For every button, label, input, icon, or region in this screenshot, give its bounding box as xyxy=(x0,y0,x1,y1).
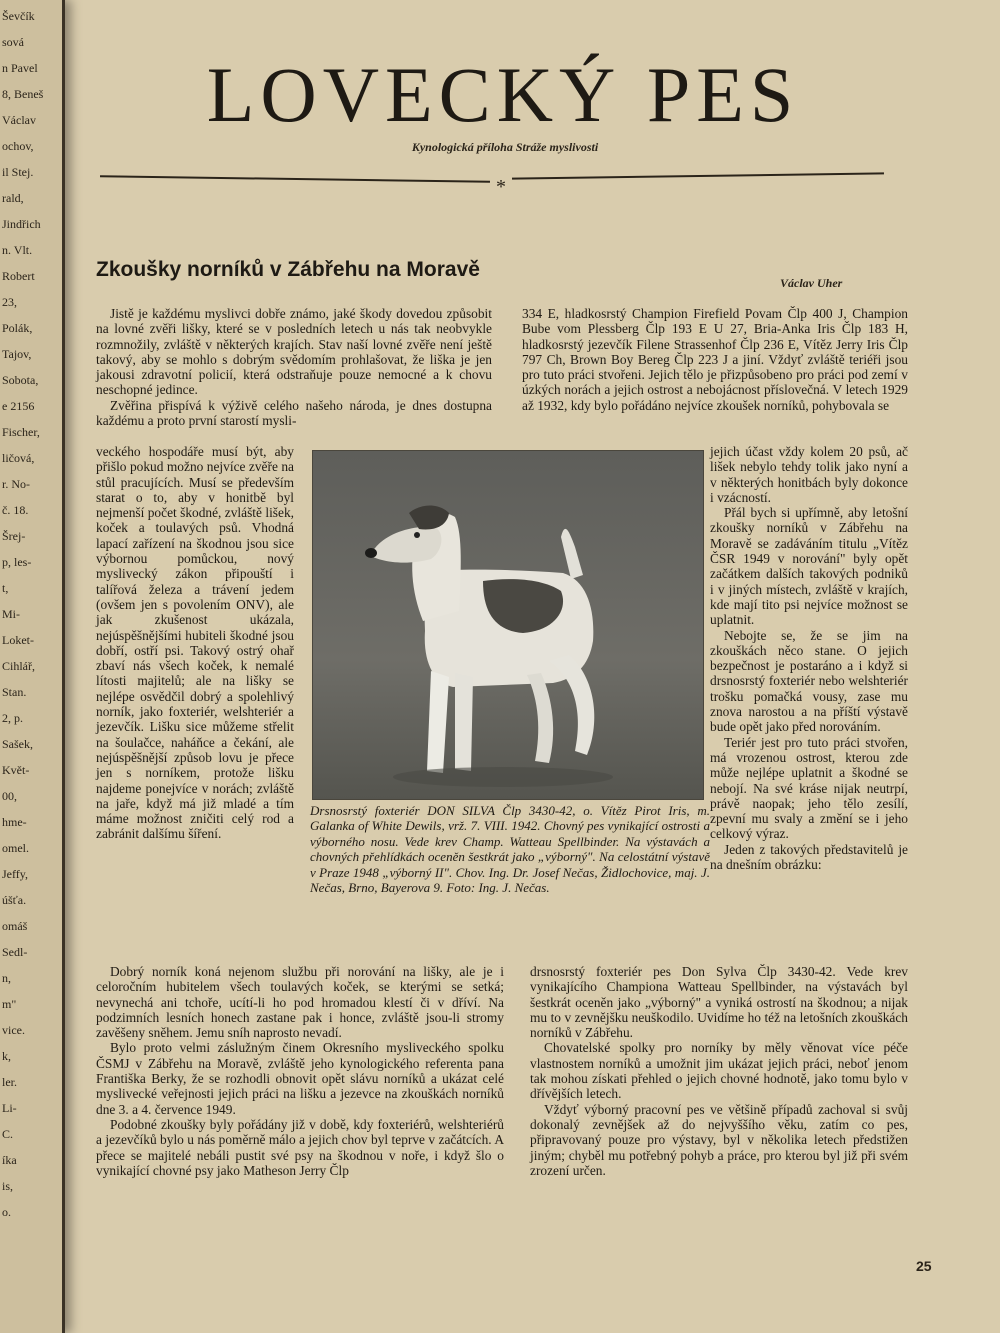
gutter-text-line: n, xyxy=(2,972,11,985)
gutter-text-line: Stan. xyxy=(2,686,27,699)
right-column-bottom xyxy=(530,964,908,1178)
gutter-text-line: vice. xyxy=(2,1024,25,1037)
left-column-narrow xyxy=(96,444,294,842)
gutter-text-line: Ševčík xyxy=(2,10,35,23)
gutter-text-line: Polák, xyxy=(2,322,33,335)
gutter-text-line: rald, xyxy=(2,192,24,205)
left-column-bottom xyxy=(96,964,504,1178)
left-column-top xyxy=(96,306,492,428)
gutter-text-line: Robert xyxy=(2,270,35,283)
gutter-text-line: r. No- xyxy=(2,478,30,491)
gutter-text-line: ochov, xyxy=(2,140,34,153)
paragraph: veckého hospodáře musí být, aby přišlo pokud možno nejvíce zvěře na stůl pracujících. Musí se především starat o to, aby v honitbě byl nejmenší počet škodné, zvláště lišek, koček a toulavých psů. Vhodná lapací zařízení na škodnou jsou sice výbornou pomůckou, nový myslivecký zákon připouští i talířová železa a trávení jedem (ovšem jen s povolením ONV), ale jak zkušenost ukázala, nejúspěšnějšími hubiteli škodné jsou dobří, ostří psi. Takový ostrý ohař zbaví nás všech koček, k nemalé lítosti majitelů; ale na lišky se nejlépe osvědčil dobrý a spolehlivý norník, jako foxteriér, welshteriér a jezevčík. Lišku sice můžeme střelit na šoulačce, naháňce a čekání, ale nejúspěšnější způsob lovu je přece jen s norníkem, protože lišku najdeme ponejvíce v norách; zvláště na jaře, když má již mladé a tím máme možnost zničiti celý rod a zabránit dalšímu šíření. xyxy=(96,444,294,842)
gutter-text-line: Cihlář, xyxy=(2,660,35,673)
paragraph: Podobné zkoušky byly pořádány již v době, kdy foxteriérů, welshteriérů a jezevčíků bylo u nás poměrně málo a jejich chov byl teprve v začátcích. A přece se majitelé nebáli pustit své psy na škodnou v noře, i když šlo o vynikající chovné psy jako Matheson Jerry Člp xyxy=(96,1116,504,1178)
gutter-text-line: hme- xyxy=(2,816,27,829)
gutter-text-line: p, les- xyxy=(2,556,32,569)
gutter-text-line: C. xyxy=(2,1128,14,1141)
gutter-text-line: Jindřich xyxy=(2,218,41,231)
gutter-text-line: Sedl- xyxy=(2,946,28,959)
gutter-text-line: 00, xyxy=(2,790,17,803)
gutter-text-line: 2, p. xyxy=(2,712,23,725)
masthead-title: LOVECKÝ PES xyxy=(206,51,800,138)
gutter-text-line: Václav xyxy=(2,114,36,127)
gutter-text-line: Loket- xyxy=(2,634,34,647)
paragraph: Zvěřina přispívá k výživě celého našeho národa, je dnes dostupna každému a proto první starostí mysli- xyxy=(96,397,492,429)
gutter-text-line: o. xyxy=(2,1206,11,1219)
paragraph: jejich účast vždy kolem 20 psů, ač lišek nebylo tehdy tolik jako nyní a v některých honitbách byly dokonce i vzácností. xyxy=(710,444,908,505)
gutter-text-line: Mi- xyxy=(2,608,20,621)
gutter-text-line: 23, xyxy=(2,296,17,309)
paragraph: Bylo proto velmi záslužným činem Okresního mysliveckého spolku ČSMJ v Zábřehu na Moravě, zvláště jeho kynologického referenta pana Františka Berky, že se rozhodli obnovit opět slávu norníků a ukázat celé myslivecké veřejnosti jejich práci na lišku a jezevce na zkouškách norníků dne 3. a 4. července 1949. xyxy=(96,1040,504,1117)
gutter-text-line: ličová, xyxy=(2,452,35,465)
previous-page-edge xyxy=(0,0,65,1333)
paragraph: Vždyť výborný pracovní pes ve většině případů zachoval si svůj dokonalý zevnějšek až do nejvyššího věku, zatím co pes, připravovaný pouze pro výstavy, byl v několika letech předstižen jiným; chyběl mu potřebný pohyb a práce, pro kterou byl již při svém zrození určen. xyxy=(530,1101,908,1178)
gutter-text-line: Sobota, xyxy=(2,374,39,387)
gutter-text-line: il Stej. xyxy=(2,166,34,179)
gutter-text-line: is, xyxy=(2,1180,14,1193)
article-author: Václav Uher xyxy=(780,276,843,290)
photo-caption: Drsnosrstý foxteriér DON SILVA Člp 3430-42, o. Vítěz Pirot Iris, m. Galanka of White Dewils, vrž. 7. VIII. 1942. Chovný pes vynikající ostrosti a výborného nosu. Vede krev Champ. Watteau Spellbinder. Na výstavách a chovných přehlídkách oceněn šestkrát jako „výborný". Na celostátní výstavě v Praze 1948 „výborný II". Chov. Ing. Dr. Josef Nečas, Židlochovice, maj. J. Nečas, Brno, Bayerova 9. Foto: Ing. J. Nečas. xyxy=(310,803,710,896)
header-ornament: * xyxy=(496,176,506,198)
right-column-narrow xyxy=(710,444,908,872)
paragraph: 334 E, hladkosrstý Champion Firefield Povam Člp 400 J, Champion Bube vom Plessberg Člp 193 E U 27, Bria-Anka Iris Člp 183 H, hladkosrstý jezevčík Filene Strassenhof Člp 236 E, Vítěz Jerry Iris Člp 797 Ch, Brown Boy Bereg Člp 223 J a jiní. Vždyť zvláště teriéři jsou pro tuto práci stvořeni. Jejich tělo je přizpůsobeno pro práci pod zemí v úzkých norách a jejich ostrost a nebojácnost příslovečná. V letech 1929 až 1932, kdy bylo pořádáno nejvíce zkoušek norníků, pohybovala se xyxy=(522,306,908,413)
gutter-text-line: 8, Beneš xyxy=(2,88,44,101)
paragraph: Dobrý norník koná nejenom službu při norování na lišky, ale je i celoročním hubitelem všech toulavých koček, se kterými se setká; nevynechá ani tchoře, ucítí-li ho pod hromadou klestí či v dříví. Na podzimních lesních honech zastane pak i honce, zvláště jsou-li stromy zavěšeny sněhem. Jemu sníh naprosto nevadí. xyxy=(96,964,504,1041)
header-rule-right xyxy=(512,172,884,179)
gutter-text-line: Fischer, xyxy=(2,426,40,439)
gutter-text-line: Sašek, xyxy=(2,738,33,751)
foxterrier-image xyxy=(313,451,703,799)
gutter-text-line: sová xyxy=(2,36,24,49)
page-number: 25 xyxy=(916,1258,932,1274)
dog-photo xyxy=(312,450,704,800)
right-column-top xyxy=(522,306,908,413)
gutter-text-line: Li- xyxy=(2,1102,17,1115)
gutter-text-line: k, xyxy=(2,1050,11,1063)
paragraph: drsnosrstý foxteriér pes Don Sylva Člp 3430-42. Vede krev vynikajícího Championa Watteau Spellbinder, na výstavách byl šestkrát oceněn jako „výborný" a vyniká ostrostí na škodnou; a nijak mu to v zevnějšku neuškodilo. Uvidíme ho též na letošních zkouškách norníků v Zábřehu. xyxy=(530,964,908,1041)
gutter-text-line: omel. xyxy=(2,842,29,855)
gutter-text-line: Květ- xyxy=(2,764,30,777)
gutter-text-line: t, xyxy=(2,582,9,595)
article-title: Zkoušky norníků v Zábřehu na Moravě xyxy=(96,258,480,281)
gutter-text-line: n Pavel xyxy=(2,62,38,75)
gutter-text-line: Jeffy, xyxy=(2,868,28,881)
paragraph: Jeden z takových představitelů je na dnešním obrázku: xyxy=(710,841,908,873)
gutter-text-line: Tajov, xyxy=(2,348,32,361)
paragraph: Jistě je každému myslivci dobře známo, jaké škody dovedou způsobit na lovné zvěři lišky, které se v posledních letech u nás tak neobvykle rozmnožily, zvláště v některých krajích. Stav naší lovné zvěře není ještě takový, aby se mohlo s dobrým svědomím prohlašovat, že liška je jen jakousi zdravotní policií, která odstraňuje pouze nemocné a k chovu neschopné jedince. xyxy=(96,306,492,398)
paragraph: Chovatelské spolky pro norníky by měly věnovat více péče vlastnostem norníků a umožnit jim ukázat jejich práci, neboť jenom tak mohou získati přehled o jejich chovné hodnotě, jako tomu bylo v dřívějších letech. xyxy=(530,1040,908,1102)
gutter-text-line: ler. xyxy=(2,1076,17,1089)
gutter-text-line: Šrej- xyxy=(2,530,26,543)
paragraph: Teriér jest pro tuto práci stvořen, má vrozenou ostrost, kterou zde může nejlépe uplatnit a škodné se nebojí. Na své kráse nijak neutrpí, právě naopak; jeho tělo zesílí, zpevní mu svaly a změní se i jeho celkový výraz. xyxy=(710,734,908,842)
gutter-text-line: n. Vlt. xyxy=(2,244,33,257)
paragraph: Přál bych si upřímně, aby letošní zkoušky norníků v Zábřehu na Moravě se zadáváním titulu „Vítěz ČSR 1949 v norování" byly opět začátkem dalších takových podniků i v jiných místech, zvláště v krajích, kde mají tito psi nejvíce možnost se uplatnit. xyxy=(710,505,908,628)
gutter-text-line: íka xyxy=(2,1154,17,1167)
gutter-text-line: č. 18. xyxy=(2,504,29,517)
gutter-text-line: úšťa. xyxy=(2,894,27,907)
gutter-text-line: omáš xyxy=(2,920,28,933)
header-rule-left xyxy=(100,175,490,182)
masthead-subtitle: Kynologická příloha Stráže myslivosti xyxy=(411,140,599,154)
gutter-text-line: e 2156 xyxy=(2,400,35,413)
gutter-text-line: m" xyxy=(2,998,17,1011)
paragraph: Nebojte se, že se jim na zkouškách něco stane. O jejich bezpečnost je postaráno a i když si drsnosrstý foxteriér nebo welshteriér trošku pomačká vousy, zase mu znova narostou a na příští výstavě bude opět jako před norováním. xyxy=(710,627,908,735)
